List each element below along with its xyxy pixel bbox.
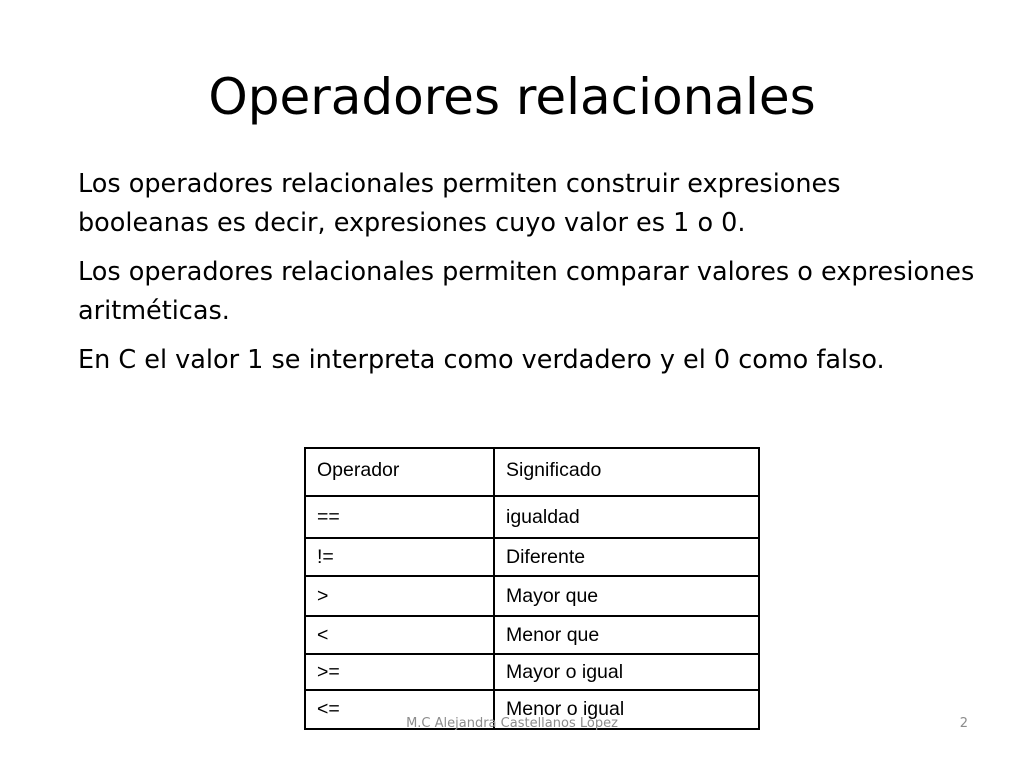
operator-cell: <=	[305, 690, 494, 729]
slide-title: Operadores relacionales	[208, 68, 816, 126]
table-row	[305, 496, 759, 538]
table-row	[305, 576, 759, 616]
operator-cell: <	[305, 616, 494, 654]
operators-table	[304, 447, 760, 730]
meaning-cell: Menor que	[494, 616, 759, 654]
operator-cell: >	[305, 576, 494, 616]
table-row	[305, 654, 759, 690]
operator-cell: !=	[305, 538, 494, 576]
footer-author: M.C Alejandra Castellanos Lopez	[406, 716, 618, 731]
operator-cell: >=	[305, 654, 494, 690]
meaning-cell: Menor o igual	[494, 690, 759, 729]
paragraph-comparar: Los operadores relacionales permiten comparar valores o expresiones aritméticas.	[78, 257, 975, 326]
meaning-cell: Mayor o igual	[494, 654, 759, 690]
slide-body	[78, 165, 978, 390]
slide-number: 2	[959, 716, 968, 731]
meaning-cell: Mayor que	[494, 576, 759, 616]
table-row	[305, 538, 759, 576]
header-operador: Operador	[305, 448, 494, 496]
meaning-cell: igualdad	[494, 496, 759, 538]
meaning-cell: Diferente	[494, 538, 759, 576]
table-row	[305, 616, 759, 654]
paragraph-booleanas: Los operadores relacionales permiten construir expresiones booleanas es decir, expresiones cuyo valor es 1 o 0.	[78, 169, 841, 238]
table-header-row	[305, 448, 759, 496]
operator-cell: ==	[305, 496, 494, 538]
paragraph-verdadero-falso: En C el valor 1 se interpreta como verdadero y el 0 como falso.	[78, 345, 885, 375]
header-significado: Significado	[494, 448, 759, 496]
